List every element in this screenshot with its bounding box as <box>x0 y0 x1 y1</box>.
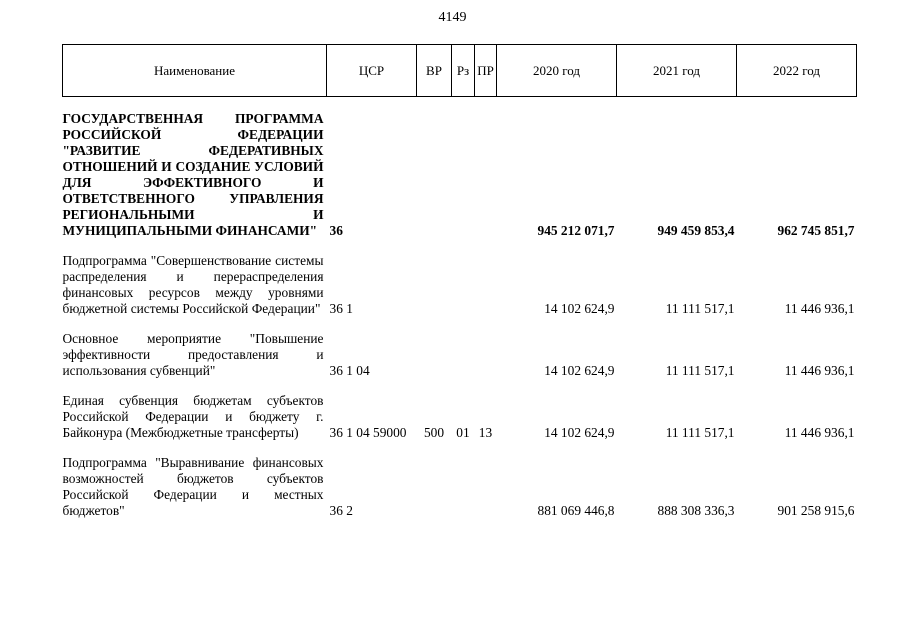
row-2022: 11 446 936,1 <box>784 363 855 378</box>
row-2020: 14 102 624,9 <box>544 301 615 316</box>
row-name: Основное мероприятие "Повышение эффективности предоставления и использования субвенций" <box>62 331 324 378</box>
row-pr: 13 <box>478 425 493 440</box>
page-number: 4149 <box>438 10 467 25</box>
row-2021: 11 111 517,1 <box>665 363 735 378</box>
row-vr: 500 <box>423 425 445 440</box>
row-2020: 881 069 446,8 <box>537 503 615 518</box>
row-2020: 14 102 624,9 <box>544 425 615 440</box>
row-pr <box>475 97 497 240</box>
row-pr <box>475 441 497 519</box>
row-csr: 36 1 04 <box>329 363 370 378</box>
header-2022: 2022 год <box>737 45 857 97</box>
row-2022: 962 745 851,7 <box>777 223 855 238</box>
row-csr: 36 <box>329 223 343 238</box>
row-2021: 888 308 336,3 <box>657 503 735 518</box>
table-row <box>63 379 857 441</box>
budget-table <box>62 44 857 519</box>
row-vr <box>417 239 452 317</box>
row-2021: 949 459 853,4 <box>657 223 735 238</box>
row-pr <box>475 239 497 317</box>
row-rz <box>452 441 475 519</box>
row-2022: 11 446 936,1 <box>784 425 855 440</box>
table-row <box>63 97 857 240</box>
header-pr: ПР <box>475 45 497 97</box>
header-vr: ВР <box>417 45 452 97</box>
row-csr: 36 1 <box>329 301 353 316</box>
row-2021: 11 111 517,1 <box>665 301 735 316</box>
row-csr: 36 2 <box>329 503 353 518</box>
row-rz <box>452 239 475 317</box>
row-pr <box>475 317 497 379</box>
row-name: Единая субвенция бюджетам субъектов Российской Федерации и бюджету г. Байконура (Межбюджетные трансферты) <box>62 393 324 440</box>
row-2020: 945 212 071,7 <box>537 223 615 238</box>
row-name: ГОСУДАРСТВЕННАЯ ПРОГРАММА РОССИЙСКОЙ ФЕДЕРАЦИИ "РАЗВИТИЕ ФЕДЕРАТИВНЫХ ОТНОШЕНИЙ И СОЗДАНИЕ УСЛОВИЙ ДЛЯ ЭФФЕКТИВНОГО И ОТВЕТСТВЕННОГО УПРАВЛЕНИЯ РЕГИОНАЛЬНЫМИ И МУНИЦИПАЛЬНЫМИ ФИНАНСАМИ" <box>62 111 324 238</box>
row-name: Подпрограмма "Выравнивание финансовых возможностей бюджетов субъектов Российской Федерации и местных бюджетов" <box>62 455 324 518</box>
table-row <box>63 441 857 519</box>
header-csr: ЦСР <box>327 45 417 97</box>
header-2020: 2020 год <box>497 45 617 97</box>
row-csr: 36 1 04 59000 <box>329 425 407 440</box>
row-vr <box>417 97 452 240</box>
row-rz <box>452 317 475 379</box>
row-2022: 11 446 936,1 <box>784 301 855 316</box>
row-name: Подпрограмма "Совершенствование системы распределения и перераспределения финансовых ресурсов между уровнями бюджетной системы Российской Федерации" <box>62 253 324 316</box>
row-2021: 11 111 517,1 <box>665 425 735 440</box>
row-rz <box>452 97 475 240</box>
table-row <box>63 239 857 317</box>
row-2020: 14 102 624,9 <box>544 363 615 378</box>
header-2021: 2021 год <box>617 45 737 97</box>
row-vr <box>417 441 452 519</box>
header-rz: Рз <box>452 45 475 97</box>
table-header-row <box>63 45 857 97</box>
header-name: Наименование <box>63 45 327 97</box>
row-rz: 01 <box>456 425 470 440</box>
row-vr <box>417 317 452 379</box>
table-row <box>63 317 857 379</box>
row-2022: 901 258 915,6 <box>777 503 855 518</box>
